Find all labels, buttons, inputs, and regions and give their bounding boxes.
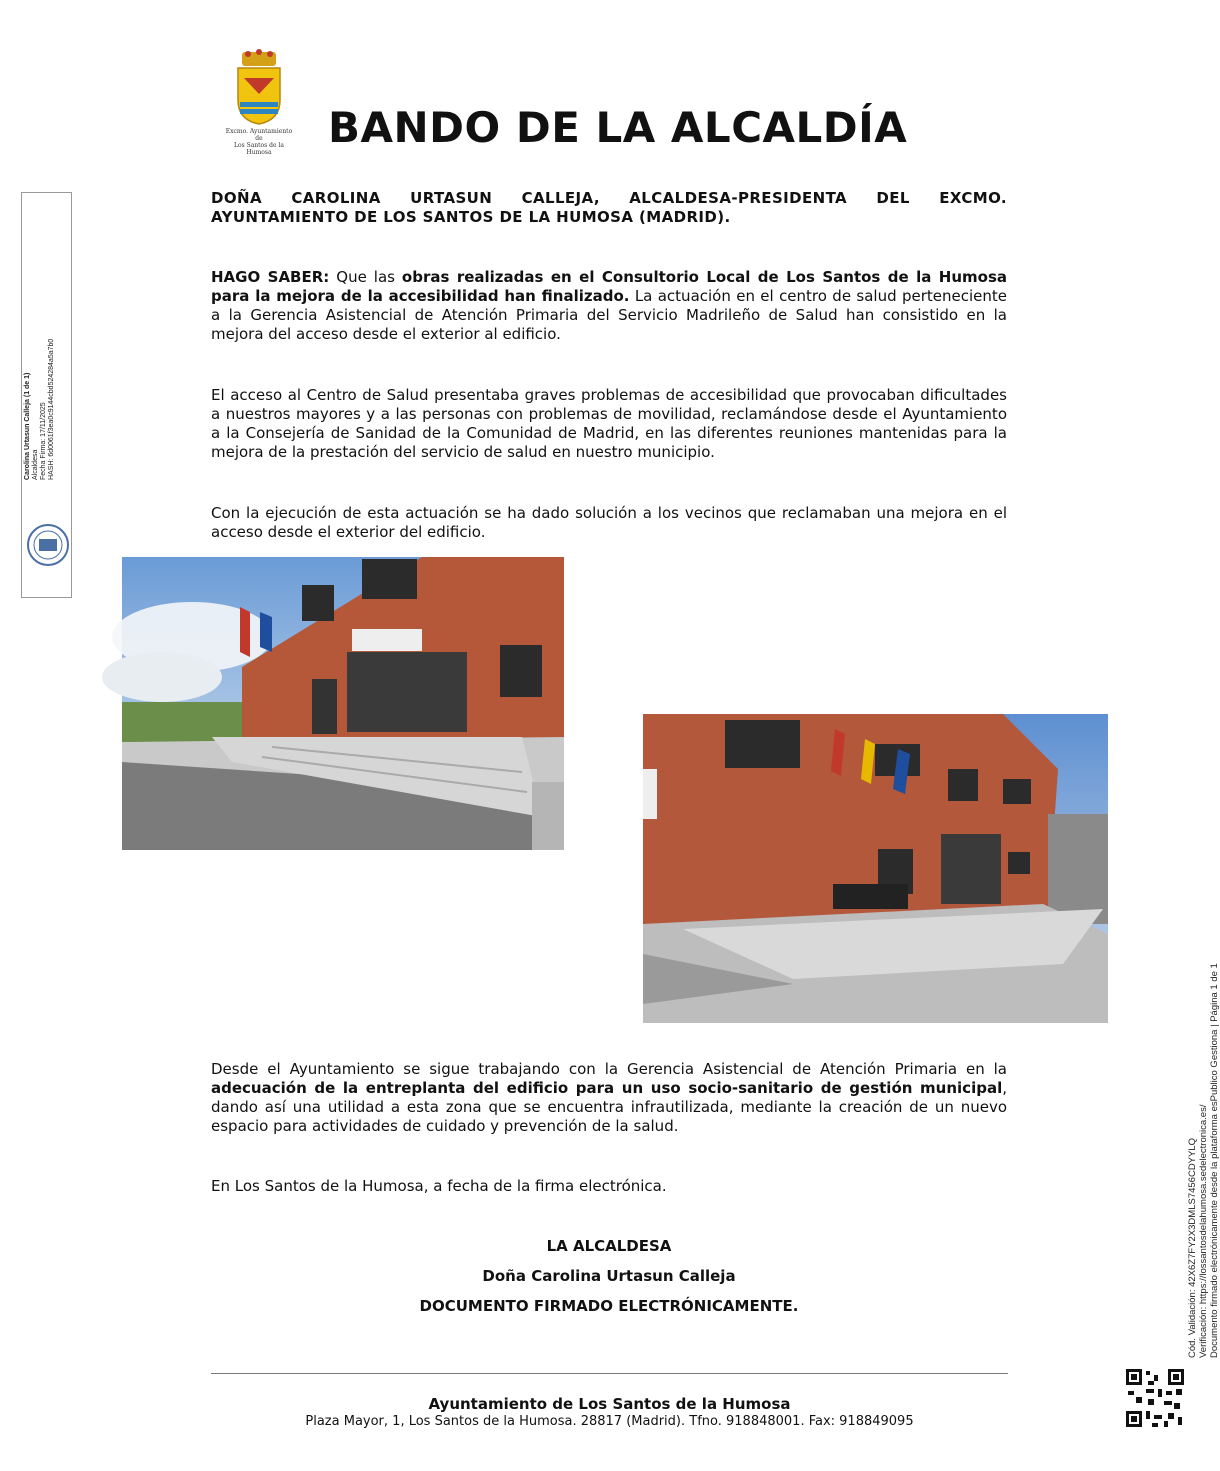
qr-code-icon: [1124, 1367, 1186, 1429]
signature-name: Doña Carolina Urtasun Calleja: [482, 1267, 736, 1285]
footer-address: Plaza Mayor, 1, Los Santos de la Humosa. 28817 (Madrid). Tfno. 918848001. Fax: 918849095: [305, 1414, 914, 1429]
paragraph-fecha: En Los Santos de la Humosa, a fecha de la firma electrónica.: [211, 1177, 667, 1195]
signature-note: DOCUMENTO FIRMADO ELECTRÓNICAMENTE.: [419, 1297, 799, 1315]
signature-stamp-text: Carolina Urtasun Calleja (1 de 1) Alcaldesa Fecha Firma: 17/11/2025 HASH: 6d0061f3ea0c9144cbd524284a5a7b0: [24, 338, 55, 480]
crest-caption: Excmo. Ayuntamiento de Los Santos de la Humosa: [225, 128, 293, 156]
footer-divider: [211, 1373, 1008, 1374]
photo-health-center-front: [122, 557, 564, 850]
paragraph-ejecucion: Con la ejecución de esta actuación se ha dado solución a los vecinos que reclamaban una mejora en el acceso desde el exterior del edificio.: [211, 504, 1007, 541]
seal-icon: [26, 523, 70, 567]
paragraph-accesibilidad: El acceso al Centro de Salud presentaba graves problemas de accesibilidad que provocaban dificultades a nuestros mayores y a las personas con problemas de movilidad, reclamándose desde el Ayuntamiento a la Consejería de Sanidad de la Comunidad de Madrid, en las diferentes reuniones mantenidas para la mejora de la prestación del servicio de salud en nuestro municipio.: [211, 386, 1007, 461]
photo-health-center-ramp: [643, 714, 1108, 1023]
footer-organization: Ayuntamiento de Los Santos de la Humosa: [428, 1395, 791, 1413]
heading: DOÑA CAROLINA URTASUN CALLEJA, ALCALDESA-PRESIDENTA DEL EXCMO. AYUNTAMIENTO DE LOS SANTOS DE LA HUMOSA (MADRID).: [211, 189, 1007, 226]
paragraph-hago-saber: HAGO SABER: Que las obras realizadas en el Consultorio Local de Los Santos de la Humosa para la mejora de la accesibilidad han finalizado. La actuación en el centro de salud perteneciente a la Gerencia Asistencial de Atención Primaria del Servicio Madrileño de Salud han consistido en la mejora del acceso desde el exterior al edificio.: [211, 268, 1007, 343]
verification-text: Cód. Validación: 42X6Z7FY2X3DMLS7456CDYYLQ Verificación: https://lossantosdelahumosa.sedelectronica.es/ Documento firmado electrónicamente desde la plataforma esPublico Gestiona | Página 1 de 1: [1187, 963, 1220, 1358]
signature-role: LA ALCALDESA: [546, 1237, 672, 1255]
paragraph-entreplanta: Desde el Ayuntamiento se sigue trabajando con la Gerencia Asistencial de Atención Primaria en la adecuación de la entreplanta del edificio para un uso socio-sanitario de gestión municipal, dando así una utilidad a esta zona que se encuentra infrautilizada, mediante la creación de un nuevo espacio para actividades de cuidado y prevención de la salud.: [211, 1060, 1007, 1135]
page-title: BANDO DE LA ALCALDÍA: [328, 103, 908, 152]
